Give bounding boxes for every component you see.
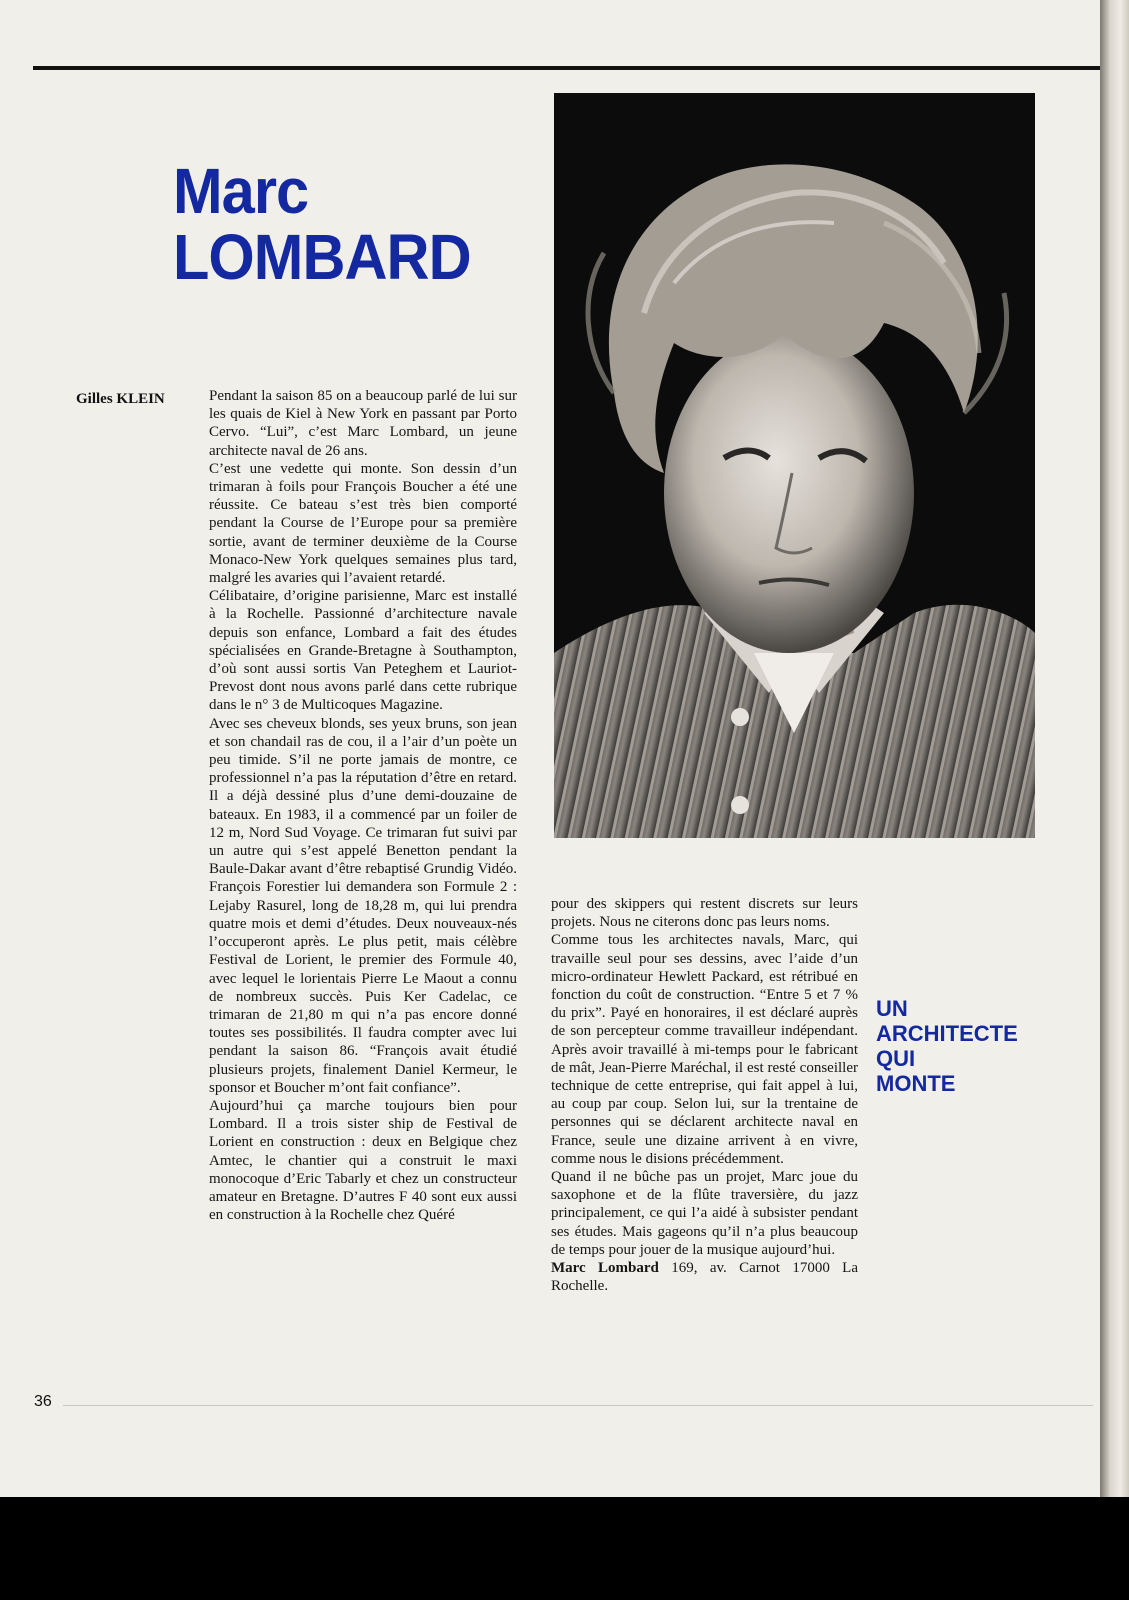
author-address [551, 1259, 858, 1295]
subhead-line: ARCHITECTE [876, 1021, 1018, 1046]
paragraph: Quand il ne bûche pas un projet, Marc joue du saxophone et de la flûte traversière, du jazz principalement, ce qui l’a aidé à subsister pendant ses études. Mais gageons qu’il n’a plus beaucoup de temps pour jouer de la musique aujourd’hui. [551, 1169, 858, 1258]
title-first-name: Marc [173, 155, 309, 227]
paragraph: Célibataire, d’origine parisienne, Marc est installé à la Rochelle. Passionné d’architecture navale depuis son enfance, Lombard a fait des études spécialisées en Grande-Bretagne à Southampton, d’où sont aussi sortis Van Peteghem et Lauriot-Prevost dont nous avons parlé dans cette rubrique dans le n° 3 de Multicoques Magazine. [209, 588, 517, 714]
pull-subhead [876, 996, 1018, 1096]
bottom-rule [63, 1405, 1093, 1406]
title-last-name: LOMBARD [173, 221, 471, 293]
paragraph: Comme tous les architectes navals, Marc, qui travaille seul pour ses dessins, avec l’aide d’un micro-ordinateur Hewlett Packard, est rétribué en fonction du coût de construction. “Entre 5 et 7 % du prix”. Payé en honoraires, il est déclaré auprès de son percepteur comme travailleur indépendant. Après avoir travaillé à mi-temps pour le fabricant de mât, Jean-Pierre Maréchal, il est resté conseiller technique de cette entreprise, qui fait appel à lui, au coup par coup. Selon lui, sur la trentaine de personnes qui se déclarent architecte naval en France, seule une dizaine arrivent à en vivre, comme nous le disions précédemment. [551, 932, 858, 1167]
address-name: Marc Lombard [551, 1260, 659, 1277]
author-byline: Gilles KLEIN [76, 391, 165, 407]
paragraph: Aujourd’hui ça marche toujours bien pour Lombard. Il a trois sister ship de Festival de Lorient en construction : deux en Belgique chez Amtec, le chantier qui a construit le maxi monocoque d’Eric Tabarly et chez un constructeur amateur en Bretagne. D’autres F 40 sont eux aussi en construction à la Rochelle chez Quéré [209, 1097, 517, 1224]
paragraph: Avec ses cheveux blonds, ses yeux bruns, son jean et son chandail ras de cou, il a l’air d’un poète un peu timide. S’il ne porte jamais de montre, ce professionnel n’a pas la réputation d’être en retard. Il a déjà dessiné plus d’une demi-douzaine de bateaux. En 1983, il a commencé par un foiler de 12 m, Nord Sud Voyage. Ce trimaran fut suivi par un autre qui s’est appelé Benetton pendant la Baule-Dakar avant d’être rebaptisé Grundig Vidéo. François Forestier lui demandera son Formule 2 : Lejaby Rasurel, long de 18,28 m, qui lui prendra quatre mois et demi d’études. Deux nouveaux-nés l’occuperont après. Le plus petit, mais célèbre Festival de Lorient, le premier des Formule 40, avec lequel le lorientais Pierre Le Maout a connu de nombreux succès. Puis Ker Cadelac, ce trimaran de 21,80 m qui n’a pas encore donné toutes ses possibilités. Il faudra compter avec lui pendant la saison 86. “François avait étudié plusieurs projets, finalement Daniel Kermeur, le sponsor et Boucher m’ont fait confiance”. [209, 715, 517, 1096]
article-column-1 [209, 387, 517, 1224]
paragraph: Pendant la saison 85 on a beaucoup parlé de lui sur les quais de Kiel à New York en passant par Porto Cervo. “Lui”, c’est Marc Lombard, un jeune architecte naval de 26 ans. [209, 388, 517, 459]
adjacent-page-edge [1100, 0, 1129, 1497]
portrait-illustration [554, 93, 1035, 838]
subhead-line: QUI [876, 1046, 916, 1071]
article-title [173, 155, 471, 293]
address-text: 169, av. Carnot 17000 La Rochelle. [551, 1260, 858, 1295]
subhead-line: UN [876, 996, 908, 1021]
subhead-line: MONTE [876, 1071, 956, 1096]
page-number: 36 [34, 1393, 52, 1410]
top-rule [33, 66, 1100, 70]
portrait-photo [554, 93, 1035, 838]
article-column-2 [551, 895, 858, 1295]
paragraph: C’est une vedette qui monte. Son dessin d’un trimaran à foils pour François Boucher a été une réussite. Ce bateau s’est très bien comporté pendant la Course de l’Europe pour sa première sortie, avant de terminer deuxième de la Course Monaco-New York quelques semaines plus tard, malgré les avaries qui l’avaient retardé. [209, 460, 517, 587]
paragraph: pour des skippers qui restent discrets sur leurs projets. Nous ne citerons donc pas leurs noms. [551, 896, 858, 931]
